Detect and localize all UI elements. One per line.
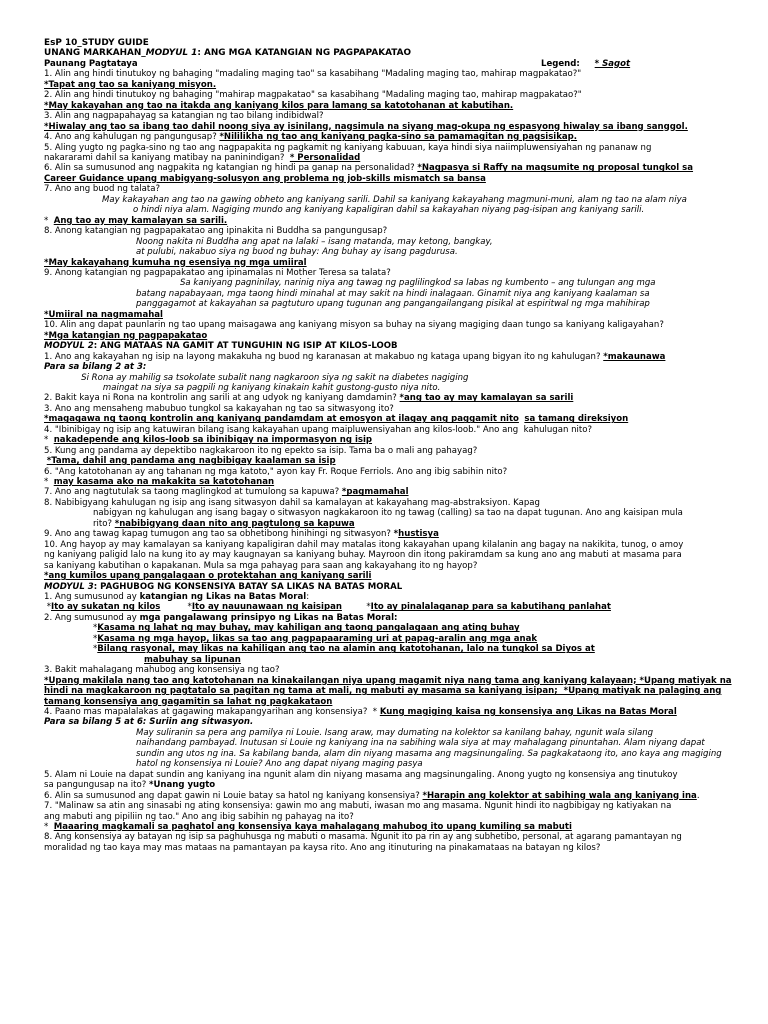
text-segment: MODYUL 3 <box>44 581 94 592</box>
text-line <box>44 801 728 811</box>
text-segment: * <box>393 529 399 540</box>
answer-text: Ito ay sukatan ng kilos <box>51 602 161 613</box>
text-segment: batang napabayaan, mga taong hindi minahal at may sakit na hindi inalagaan. Ginamit niya ang kaniyang kaalaman sa <box>136 288 650 299</box>
module1-heading <box>44 48 728 58</box>
answer-text: mabuhay sa lipunan <box>144 654 241 665</box>
text-line <box>44 414 728 424</box>
text-segment: * <box>160 602 192 613</box>
text-line <box>44 331 728 341</box>
answer-text: *nabibigyang daan nito ang pagtulong sa kapuwa <box>114 518 355 529</box>
answer-text: *May kakayahan ang tao na itakda ang kaniyang kilos para lamang sa katotohanan at kabutihan. <box>44 100 514 111</box>
answer-text: Career Guidance upang mabigyang-solusyon ang problema ng job-skills mismatch sa bansa <box>44 173 486 184</box>
text-line <box>44 446 728 456</box>
module1-name: MODYUL 1 <box>145 48 198 59</box>
text-segment: * <box>44 821 54 832</box>
answer-text: *magagawa ng taong kontrolin ang kaniyang pandamdam at emosyon at ilagay ang paggamit nito <box>44 414 519 425</box>
text-line <box>44 184 728 194</box>
text-line <box>44 90 728 100</box>
answer-text: *ang kumilos upang pangalagaan o protektahan ang kaniyang sarili <box>44 571 372 582</box>
text-line <box>44 101 728 111</box>
text-segment: * <box>341 602 371 613</box>
text-line <box>44 362 728 372</box>
text-line <box>44 717 728 727</box>
answer-text: nakadepende ang kilos-loob sa ibinibigay na impormasyon ng isip <box>53 435 373 446</box>
text-segment: * <box>44 477 54 488</box>
text-line <box>44 111 728 121</box>
text-line <box>44 508 728 518</box>
answer-text: *Tapat ang tao sa kaniyang misyon. <box>44 79 217 90</box>
answer-text: *ang tao ay may kamalayan sa sarili <box>399 393 574 404</box>
text-segment: katangian ng Likas na Batas Moral <box>139 592 307 603</box>
text-segment: ng kaniyang paligid lalo na kung ito ay may kaugnayan sa kaniyang buhay. Mayroon din itong pakiramdam sa kung ano ang mabuti at masama para <box>44 550 682 561</box>
text-segment: hatol ng konsensiya ni Louie? Ano ang dapat niyang maging pasya <box>136 759 423 770</box>
text-line <box>44 278 728 288</box>
text-segment: sundin ang utos ng ina. Sa kabilang banda, alam din niyang masama ang magsinungaling. Sa pagkakataong ito, ano kaya ang magiging <box>136 748 722 759</box>
text-segment: 5. Aling yugto ng pagka-sino ng tao ang nagpapakita ng pagkamit ng kaniyang kabuuan, kaya hindi siya naiimpluwensiyahan ng pananaw ng <box>44 142 652 153</box>
answer-text: Ito ay nauunawaan ng kaisipan <box>191 602 342 613</box>
text-segment: May kakayahan ang tao na gawing obheto ang kaniyang sarili. Dahil sa kaniyang kakayahang magmuni-muni, alam ng tao na alam niya <box>102 194 687 205</box>
text-line <box>44 143 728 153</box>
text-line <box>44 582 728 592</box>
text-segment: panggagamot at kakayahan sa pagtuturo upang tugunan ang pangangailangang pisikal at espiritwal ng mga mahihirap <box>136 299 650 310</box>
answer-text: *Tama, dahil ang pandama ang nagbibigay kaalaman sa isip <box>46 456 336 467</box>
answer-text: *Umiiral na nagmamahal <box>44 309 163 320</box>
legend <box>541 59 630 69</box>
text-line <box>44 623 728 633</box>
text-line <box>44 529 728 539</box>
text-segment: 2. Bakit kaya ni Rona na kontrolin ang sarili at ang udyok ng kaniyang damdamin? <box>44 393 400 404</box>
text-segment: moralidad ng tao kaya may mas mataas na pamantayan pa kaysa rito. Ano ang itinuturing na pinakamataas na batayan ng kilos? <box>44 842 601 853</box>
text-line <box>44 487 728 497</box>
text-line <box>44 498 728 508</box>
text-line <box>44 571 728 581</box>
text-segment: naihandang pambayad. Inutusan si Louie ng kaniyang ina na sabihing wala siya at may mahalagang pinuntahan. Alam niyang dapat <box>136 738 705 749</box>
text-segment: Noong nakita ni Buddha ang apat na lalaki – isang matanda, may ketong, bangkay, <box>136 236 493 247</box>
answer-text: *May kakayahang kumuha ng esensiya ng mga umiiral <box>44 257 307 268</box>
legend-label: Legend: <box>541 58 580 69</box>
text-segment: 5. Alam ni Louie na dapat sundin ang kaniyang ina ngunit alam din niyang masama ang magsinungaling. Anong yugto ng konsensiya ang tinutukoy <box>44 769 678 780</box>
text-segment: at pulubi, nakabuo siya ng buod ng buhay: Ang buhay ay isang pagdurusa. <box>136 247 458 258</box>
text-line <box>44 352 728 362</box>
text-segment: o hindi niya alam. Nagiging mundo ang kaniyang kapaligiran dahil sa kakayahan niyang pag-isipan ang kaniyang sarili. <box>133 205 645 216</box>
answer-text: *Harapin ang kolektor at sabihing wala ang kaniyang ina <box>422 790 697 801</box>
answer-text: *Upang makilala nang tao ang katotohanan na kinakailangan niya upang magamit niya nang tama ang kaniyang kalayaan; *Upang matiyak na <box>44 675 732 686</box>
text-line <box>44 697 728 707</box>
text-line <box>44 226 728 236</box>
text-segment: sa kaniyang kabutihan o kapakanan. Mula sa mga pahayag para saan ang kakayahang ito ng hayop? <box>44 560 478 571</box>
text-segment: Si Rona ay mahilig sa tsokolate subalit nang nagkaroon siya ng sakit na diabetes nagiging <box>54 372 469 383</box>
text-line <box>44 393 728 403</box>
text-segment: Sa kaniyang pagninilay, narinig niya ang tawag ng paglilingkod sa labas ng kumbento – ang tulungan ang mga <box>180 278 656 289</box>
text-line <box>44 592 728 602</box>
text-segment: 3. Ano ang mensaheng mabubuo tungkol sa kakayahan ng tao sa sitwasyong ito? <box>44 403 394 414</box>
text-line <box>44 550 728 560</box>
text-segment: . <box>696 790 700 801</box>
answer-text: tamang konsensiya ang gagamitin sa lahat ng pagkakataon <box>44 696 333 707</box>
legend-value: * Sagot <box>594 58 631 69</box>
text-line <box>44 812 728 822</box>
text-line <box>44 195 728 205</box>
text-line <box>44 299 728 309</box>
answer-text: Kasama ng lahat ng may buhay, may kahiligan ang taong pangalagaan ang ating buhay <box>97 623 520 634</box>
text-line <box>44 258 728 268</box>
text-line <box>44 843 728 853</box>
text-line <box>44 613 728 623</box>
text-line <box>44 634 728 644</box>
text-line <box>44 373 728 383</box>
section-heading-row <box>44 59 728 69</box>
text-line <box>44 675 732 686</box>
text-segment: *Unang yugto <box>149 780 216 791</box>
answer-text: *Nililikha ng tao ang kaniyang pagka-sino sa pamamagitan ng pagsisikap. <box>219 132 578 143</box>
text-line <box>44 69 728 79</box>
answer-text: sa tamang direksiyon <box>524 414 629 425</box>
text-segment: 2. Ang sumusunod ay <box>44 612 140 623</box>
module1-prefix: UNANG MARKAHAN_ <box>44 48 146 59</box>
text-segment: 9. Ano ang tawag kapag tumugon ang tao sa obhetibong hinihingi ng sitwasyon? <box>44 529 394 540</box>
text-segment: : PAGHUBOG NG KONSENSIYA BATAY SA LIKAS NA BATAS MORAL <box>93 581 403 592</box>
text-line <box>44 268 728 278</box>
text-line <box>44 153 728 163</box>
text-segment: 6. Alin sa sumusunod ang nagpakita ng katangian ng hindi pa ganap na personalidad? <box>44 163 418 174</box>
text-segment: * <box>93 623 98 634</box>
study-guide-document <box>44 38 732 853</box>
text-line <box>44 602 728 612</box>
text-line <box>44 665 728 675</box>
text-segment: 8. Ang konsensiya ay batayan ng isip sa paghuhusga ng mabuti o masama. Ngunit ito pa rin ay ang subhetibo, personal, at agarang pamantayan ng <box>44 832 682 843</box>
text-segment: 4. "Ibinibigay ng isip ang katuwiran bilang isang kakayahan upang maipluwensiyahan ang kilos-loob." Ano ang kahulugan nito? <box>44 424 593 435</box>
text-segment: 7. Ano ang nagtutulak sa taong maglingkod at tumulong sa kapuwa? <box>44 487 342 498</box>
text-line <box>44 216 728 226</box>
text-segment: : <box>306 592 310 603</box>
text-line <box>44 425 728 435</box>
text-line <box>44 205 728 215</box>
text-line <box>44 237 728 247</box>
text-segment: 3. Alin ang nagpapahayag sa katangian ng tao bilang indibidwal? <box>44 111 324 122</box>
text-segment: 2. Alin ang hindi tinutukoy ng bahaging "mahirap magpakatao" sa kasabihang "Madaling maging tao, mahirap magpakatao?" <box>44 90 582 101</box>
text-line <box>44 467 728 477</box>
text-segment: rito? <box>93 518 115 529</box>
answer-text: hindi na magkakaroon ng pagtatalo sa pagitan ng tama at mali, ng mabuti ay masama sa kaniyang isipan; *Upang matiyak na palaging ang <box>44 686 722 697</box>
text-line <box>44 174 728 184</box>
text-segment: 7. Ano ang buod ng talata? <box>44 184 160 195</box>
text-line <box>44 341 728 351</box>
text-line <box>44 728 728 738</box>
text-segment: 4. Paano mas mapalalakas at gagawing makapangyarihan ang konsensiya? * <box>44 707 380 717</box>
text-segment: 7. "Malinaw sa atin ang sinasabi ng ating konsensiya: gawin mo ang mabuti, iwasan mo ang masama. Ngunit hindi ito nagbibigay ng katiyakan na <box>44 801 672 812</box>
text-segment: nakararami dahil sa kaniyang matibay na paninindigan? <box>44 152 290 163</box>
text-segment: * <box>44 435 54 446</box>
answer-text: Ang tao ay may kamalayan sa sarili. <box>53 215 228 226</box>
text-segment: : ANG MATAAS NA GAMIT AT TUNGUHIN NG ISIP AT KILOS-LOOB <box>93 341 398 352</box>
text-line <box>44 707 728 717</box>
text-segment: sa pangungusap na ito? <box>44 780 149 791</box>
text-line <box>44 247 728 257</box>
answer-text: *Nagpasya si Raffy na magsumite ng proposal tungkol sa <box>417 163 694 174</box>
text-segment: 6. Alin sa sumusunod ang dapat gawin ni Louie batay sa hatol ng kaniyang konsensiya? <box>44 790 423 801</box>
text-line <box>44 832 728 842</box>
text-segment: * <box>44 215 54 226</box>
text-line <box>44 770 728 780</box>
text-line <box>44 163 728 173</box>
text-line <box>44 122 728 132</box>
text-segment: 8. Nabibigyang kahulugan ng isip ang isang sitwasyon dahil sa kamalayan at kakayahang mag-abstraksiyon. Kapag <box>44 497 540 508</box>
text-segment: 10. Ang hayop ay may kamalayan sa kaniyang kapaligiran dahil may matalas itong kakayahan upang kilalanin ang bagay na nakikita, tunog, o amoy <box>44 539 684 550</box>
text-segment: MODYUL 2 <box>44 341 94 352</box>
text-line <box>44 749 728 759</box>
text-line <box>44 132 728 142</box>
text-line <box>44 310 728 320</box>
text-line <box>44 780 728 790</box>
text-segment: 6. "Ang katotohanan ay ang tahanan ng mga katoto," ayon kay Fr. Roque Ferriols. Ano ang ibig sabihin nito? <box>44 466 508 477</box>
text-line <box>44 738 728 748</box>
text-line <box>44 644 728 654</box>
text-segment: 3. Bakit mahalagang mahubog ang konsensiya ng tao? <box>44 665 280 676</box>
text-line <box>44 540 728 550</box>
answer-text: may kasama ako na makakita sa katotohanan <box>53 477 275 488</box>
text-segment: * <box>93 633 98 644</box>
answer-text: *Hiwalay ang tao sa ibang tao dahil noong siya ay isinilang, nagsimula na siyang mag-okupa ng espasyong hiwalay sa ibang sanggol. <box>44 121 688 132</box>
text-segment: May suliranin sa pera ang pamilya ni Louie. Isang araw, may dumating na kolektor sa kanilang bahay, ngunit wala silang <box>136 727 654 738</box>
text-line <box>44 80 728 90</box>
text-segment: * <box>44 602 51 613</box>
text-line <box>44 791 728 801</box>
answer-text: *makaunawa <box>603 351 666 362</box>
module1-suffix: : ANG MGA KATANGIAN NG PAGPAPAKATAO <box>197 48 412 59</box>
answer-text: Bilang rasyonal, may likas na kahiligan ang tao na alamin ang katotohanan, lalo na tungkol sa Diyos at <box>97 644 595 655</box>
text-segment: Para sa bilang 2 at 3: <box>44 362 147 373</box>
text-segment: mga pangalawang prinsipyo ng Likas na Batas Moral: <box>139 612 398 623</box>
text-segment: ang mabuti ang pipiliin ng tao." Ano ang ibig sabihin ng pahayag na ito? <box>44 811 354 822</box>
answer-text: Maaaring magkamali sa paghatol ang konsensiya kaya mahalagang mahubog ito upang kumiling sa mabuti <box>53 821 572 832</box>
text-line <box>44 477 728 487</box>
text-segment: maingat na siya sa pagpili ng kaniyang kinakain kahit gustong-gusto niya nito. <box>54 382 441 393</box>
text-line <box>44 320 728 330</box>
text-line <box>44 561 728 571</box>
question-list <box>44 69 732 853</box>
text-segment: 9. Anong katangian ng pagpapakatao ang ipinamalas ni Mother Teresa sa talata? <box>44 267 391 278</box>
text-segment: 5. Kung ang pandama ay depektibo nagkakaroon ito ng epekto sa isip. Tama ba o mali ang pahayag? <box>44 445 478 456</box>
answer-text: * Personalidad <box>289 152 361 163</box>
answer-text: *pagmamahal <box>341 487 409 498</box>
doc-title: EsP 10_STUDY GUIDE <box>44 38 149 48</box>
answer-text: hustisya <box>398 529 439 540</box>
section-label: Paunang Pagtataya <box>44 58 138 69</box>
answer-text: *Mga katangian ng pagpapakatao <box>44 330 208 341</box>
text-line <box>44 655 728 665</box>
text-segment: 4. Ano ang kahulugan ng pangungusap? <box>44 132 220 143</box>
text-line <box>44 519 728 529</box>
text-line <box>44 759 728 769</box>
text-line <box>44 404 728 414</box>
text-segment: 10. Alin ang dapat paunlarin ng tao upang maisagawa ang kaniyang misyon sa buhay na siyang magiging daan tungo sa kaniyang kaligayahan? <box>44 320 664 331</box>
text-segment: * <box>93 644 98 655</box>
text-line <box>44 289 728 299</box>
text-segment: 1. Ang sumusunod ay <box>44 592 140 603</box>
text-line <box>44 383 728 393</box>
text-segment: Para sa bilang 5 at 6: Suriin ang sitwasyon. <box>44 717 254 728</box>
text-line <box>44 456 728 466</box>
text-line <box>44 686 728 696</box>
text-segment: 8. Anong katangian ng pagpapakatao ang ipinakita ni Buddha sa pangungusap? <box>44 226 388 237</box>
text-segment: nabigyan ng kahulugan ang isang bagay o sitwasyon nagkakaroon ito ng tawag (calling) sa tao na dapat tugunan. Ano ang kaisipan mula <box>93 508 683 519</box>
answer-text: Kung magiging kaisa ng konsensiya ang Likas na Batas Moral <box>379 707 677 717</box>
answer-text: Ito ay pinalalaganap para sa kabutihang panlahat <box>370 602 611 613</box>
text-line <box>44 822 728 832</box>
text-segment: 1. Alin ang hindi tinutukoy ng bahaging "madaling maging tao" sa kasabihang "Madaling maging tao, mahirap magpakatao?" <box>44 69 582 80</box>
answer-text: Kasama ng mga hayop, likas sa tao ang pagpapaaraming uri at papag-aralin ang mga anak <box>97 633 538 644</box>
text-line <box>44 435 728 445</box>
text-segment: 1. Ano ang kakayahan ng isip na layong makakuha ng buod ng karanasan at makabuo ng kataga upang bigyan ito ng kahulugan? <box>44 351 604 362</box>
